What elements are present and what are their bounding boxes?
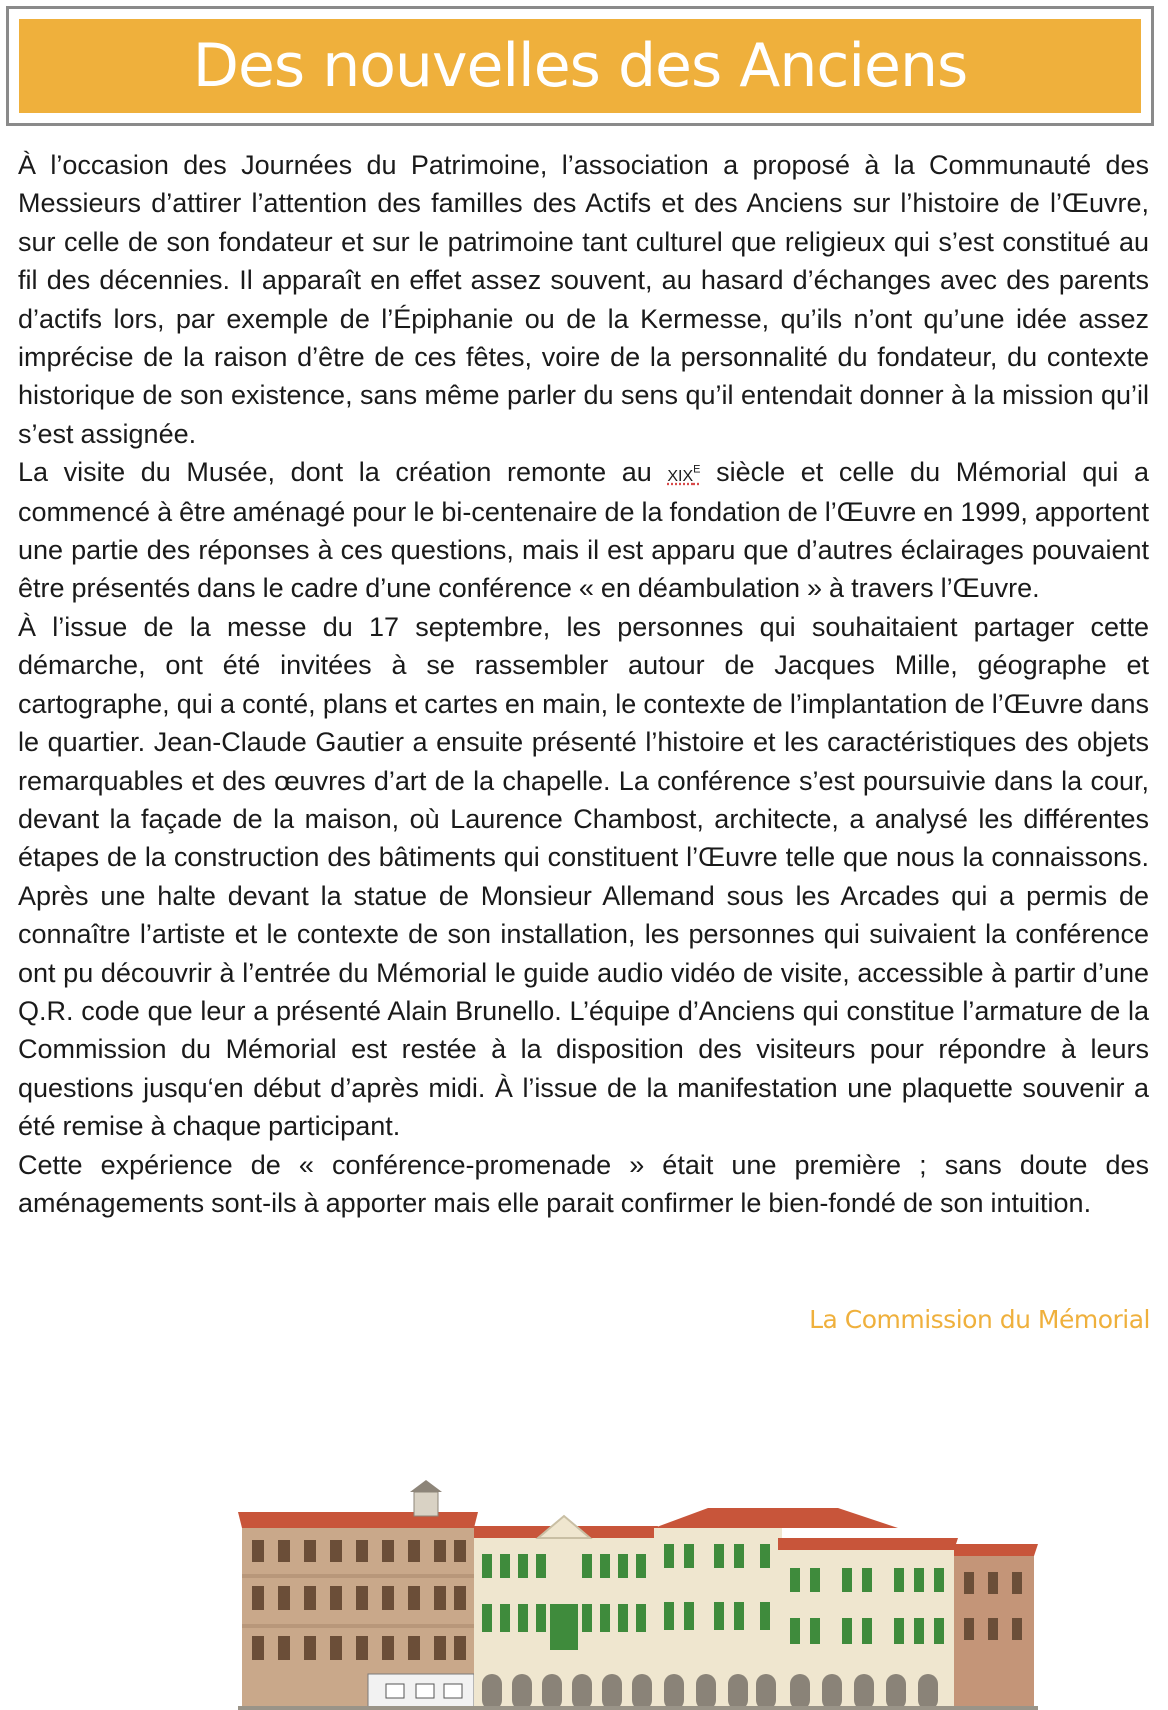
title-banner bbox=[19, 19, 1141, 113]
article-body bbox=[18, 146, 1149, 1222]
century-suffix: e bbox=[693, 459, 701, 477]
century-numeral bbox=[667, 460, 700, 486]
paragraph-4: Cette expérience de « conférence-promenade » était une première ; sans doute des aménagements sont-ils à apporter mais elle parait confirmer le bien-fondé de son intuition. bbox=[18, 1149, 1149, 1218]
paragraph-2-start: La visite du Musée, dont la création remonte au bbox=[18, 457, 668, 488]
page-title: Des nouvelles des Anciens bbox=[192, 31, 968, 101]
paragraph-1: À l’occasion des Journées du Patrimoine, l’association a proposé à la Communauté des Messieurs d’attirer l’attention des familles des Actifs et des Anciens sur l’histoire de l’Œuvre, sur celle de son fondateur et sur le patrimoine tant culturel que religieux qui s’est constitué au fil des décennies. Il apparaît en effet assez souvent, au hasard d’échanges avec des parents d’actifs lors, par exemple de l’Épiphanie ou de la Kermesse, qu’ils n’ont qu’une idée assez imprécise de la raison d’être de ces fêtes, voire de la personnalité du fondateur, du contexte historique de son existence, sans même parler du sens qu’il entendait donner à la mission qu’il s’est assignée. bbox=[18, 150, 1149, 449]
century-roman: xix bbox=[667, 460, 694, 487]
building-facade-drawing bbox=[238, 1478, 1108, 1710]
signature: La Commission du Mémorial bbox=[809, 1305, 1150, 1334]
paragraph-3: À l’issue de la messe du 17 septembre, les personnes qui souhaitaient partager cette démarche, ont été invitées à se rassembler autour de Jacques Mille, géographe et cartographe, qui a conté, plans et cartes en main, le contexte de l’implantation de l’Œuvre dans le quartier. Jean-Claude Gautier a ensuite présenté l’histoire et les caractéristiques des objets remarquables et des œuvres d’art de la chapelle. La conférence s’est poursuivie dans la cour, devant la façade de la maison, où Laurence Chambost, architecte, a analysé les différentes étapes de la construction des bâtiments qui constituent l’Œuvre telle que nous la connaissons. Après une halte devant la statue de Monsieur Allemand sous les Arcades qui a permis de connaître l’artiste et le contexte de son installation, les personnes qui suivaient la conférence ont pu découvrir à l’entrée du Mémorial le guide audio vidéo de visite, accessible à partir d’une Q.R. code que leur a présenté Alain Brunello. L’équipe d’Anciens qui constitue l’armature de la Commission du Mémorial est restée à la disposition des visiteurs pour répondre à leurs questions jusqu‘en début d’après midi. À l’issue de la manifestation une plaquette souvenir a été remise à chaque participant. bbox=[18, 611, 1149, 1142]
paragraph-2 bbox=[18, 453, 1149, 608]
paragraph-2-end: siècle et celle du Mémorial qui a commencé à être aménagé pour le bi-centenaire de la fondation de l’Œuvre en 1999, apportent une partie des réponses à ces questions, mais il est apparu que d’autres éclairages pouvaient être présentés dans le cadre d’une conférence « en déambulation » à travers l’Œuvre. bbox=[18, 457, 1149, 604]
title-frame bbox=[6, 6, 1154, 126]
building-facade-icon bbox=[238, 1478, 1108, 1710]
